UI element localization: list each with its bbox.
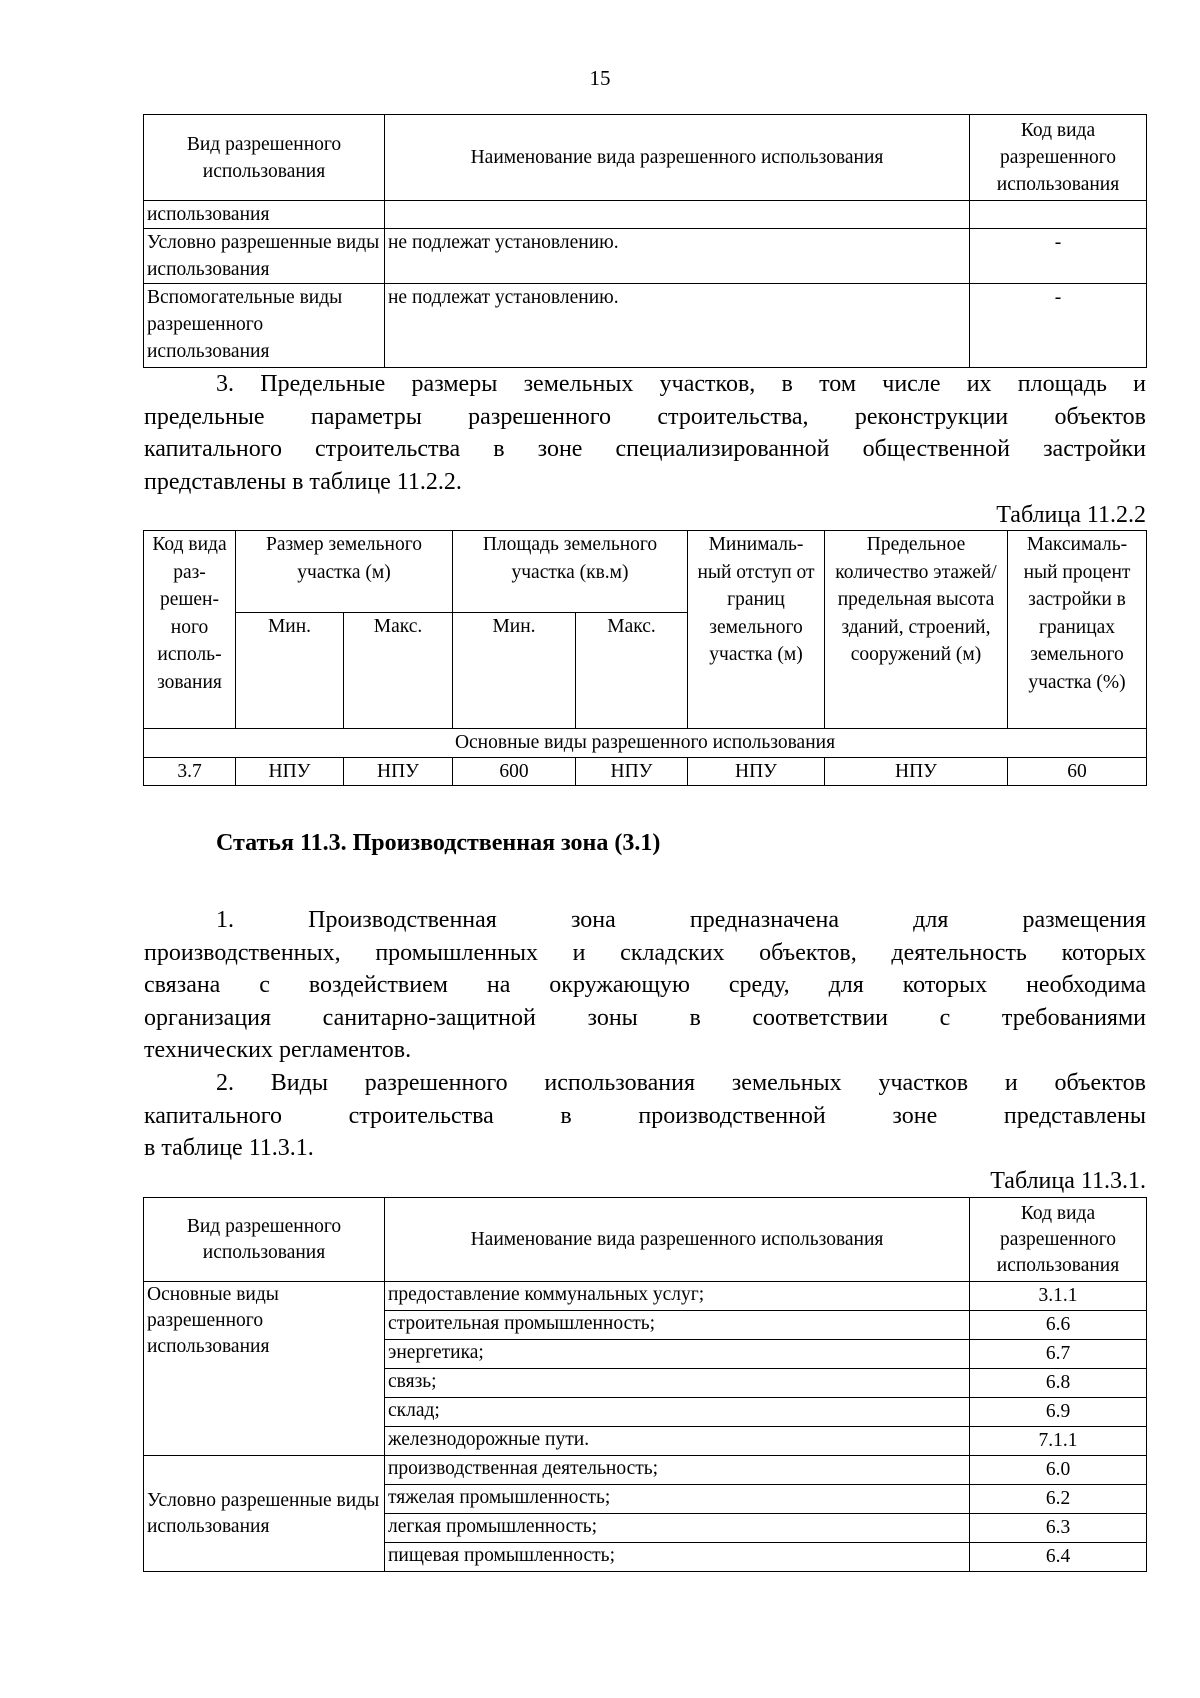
header-cell: Мин. — [236, 613, 344, 729]
table-cell: Вспомогательные виды разрешенного использования — [144, 284, 385, 368]
table-cell — [970, 201, 1147, 229]
table-cell: использования — [144, 201, 385, 229]
table-cell: легкая промышленность; — [385, 1514, 970, 1543]
header-cell: Минималь- ный отступ от границ земельного участка (м) — [688, 531, 825, 729]
table-cell: производственная деятельность; — [385, 1456, 970, 1485]
text-line: производственных, промышленных и складских объектов, деятельность которых — [144, 939, 1146, 966]
text-line: в таблице 11.3.1. — [144, 1135, 314, 1161]
table-cell: 600 — [453, 757, 576, 786]
table-row — [144, 1282, 1147, 1311]
header-cell: Наименование вида разрешенного использования — [385, 1198, 970, 1282]
group-label: Основные виды разрешенного использования — [144, 1282, 385, 1456]
article-heading: Статья 11.3. Производственная зона (3.1) — [216, 830, 661, 856]
table-caption: Таблица 11.2.2 — [996, 502, 1146, 528]
table-cell: пищевая промышленность; — [385, 1543, 970, 1572]
table-cell: 6.8 — [970, 1369, 1147, 1398]
table-caption: Таблица 11.3.1. — [990, 1168, 1146, 1194]
table-cell: 6.2 — [970, 1485, 1147, 1514]
table-11-2-2 — [143, 530, 1147, 786]
table-cell: предоставление коммунальных услуг; — [385, 1282, 970, 1311]
table-cell: НПУ — [688, 757, 825, 786]
table-cell: железнодорожные пути. — [385, 1427, 970, 1456]
header-cell: Макс. — [576, 613, 688, 729]
table-cell: не подлежат установлению. — [385, 284, 970, 368]
text-line: представлены в таблице 11.2.2. — [144, 468, 462, 495]
page-number: 15 — [589, 66, 611, 90]
header-cell: Площадь земельного участка (кв.м) — [453, 531, 688, 613]
table-cell: 3.1.1 — [970, 1282, 1147, 1311]
text-line: 3. Предельные размеры земельных участков, в том числе их площадь и — [216, 371, 1146, 397]
table-cell: - — [970, 229, 1147, 284]
table-cell: тяжелая промышленность; — [385, 1485, 970, 1514]
table-continued — [143, 114, 1147, 368]
text-line: технических регламентов. — [144, 1037, 412, 1063]
table-cell: НПУ — [825, 757, 1008, 786]
text-line: капитального строительства в зоне специализированной общественной застройки — [144, 436, 1146, 462]
header-cell: Код вида разрешенного использования — [970, 115, 1147, 201]
text-line: капитального строительства в производственной зоне представлены — [144, 1102, 1146, 1129]
header-cell: Мин. — [453, 613, 576, 729]
paragraph-3 — [144, 368, 1146, 498]
table-cell: не подлежат установлению. — [385, 229, 970, 284]
table-cell: склад; — [385, 1398, 970, 1427]
header-cell: Размер земельного участка (м) — [236, 531, 453, 613]
group-label: Условно разрешенные виды использования — [144, 1456, 385, 1572]
table-cell: 60 — [1008, 757, 1147, 786]
table-cell: 6.0 — [970, 1456, 1147, 1485]
table-cell: - — [970, 284, 1147, 368]
table-cell: 6.9 — [970, 1398, 1147, 1427]
table-cell: Условно разрешенные виды использования — [144, 229, 385, 284]
header-cell: Наименование вида разрешенного использования — [385, 115, 970, 201]
text-line: связана с воздействием на окружающую среду, для которых необходима — [144, 972, 1146, 998]
table-row — [144, 1456, 1147, 1485]
table-cell: энергетика; — [385, 1340, 970, 1369]
header-cell: Код вида разрешенного использования — [970, 1198, 1147, 1282]
text-line: организация санитарно-защитной зоны в соответствии с требованиями — [144, 1004, 1146, 1031]
table-cell: 6.4 — [970, 1543, 1147, 1572]
paragraph-1 — [144, 904, 1146, 1067]
text-line: 1. Производственная зона предназначена для размещения — [216, 907, 1146, 933]
text-line: предельные параметры разрешенного строительства, реконструкции объектов — [144, 403, 1146, 430]
header-cell: Максималь- ный процент застройки в границах земельного участка (%) — [1008, 531, 1147, 729]
table-cell: связь; — [385, 1369, 970, 1398]
text-line: 2. Виды разрешенного использования земельных участков и объектов — [216, 1070, 1146, 1096]
table-cell: 6.3 — [970, 1514, 1147, 1543]
table-cell: НПУ — [344, 757, 453, 786]
header-cell: Вид разрешенного использования — [144, 1198, 385, 1282]
table-cell: 6.7 — [970, 1340, 1147, 1369]
table-11-3-1 — [143, 1197, 1147, 1572]
header-cell: Предельное количество этажей/ предельная высота зданий, строений, сооружений (м) — [825, 531, 1008, 729]
section-row: Основные виды разрешенного использования — [144, 729, 1147, 758]
table-cell: строительная промышленность; — [385, 1311, 970, 1340]
table-cell — [385, 201, 970, 229]
table-cell: 7.1.1 — [970, 1427, 1147, 1456]
header-cell: Код вида раз- решен- ного исполь- зования — [144, 531, 236, 729]
table-cell: 3.7 — [144, 757, 236, 786]
table-cell: 6.6 — [970, 1311, 1147, 1340]
table-cell: НПУ — [236, 757, 344, 786]
table-cell: НПУ — [576, 757, 688, 786]
header-cell: Макс. — [344, 613, 453, 729]
paragraph-2 — [144, 1067, 1146, 1165]
header-cell: Вид разрешенного использования — [144, 115, 385, 201]
